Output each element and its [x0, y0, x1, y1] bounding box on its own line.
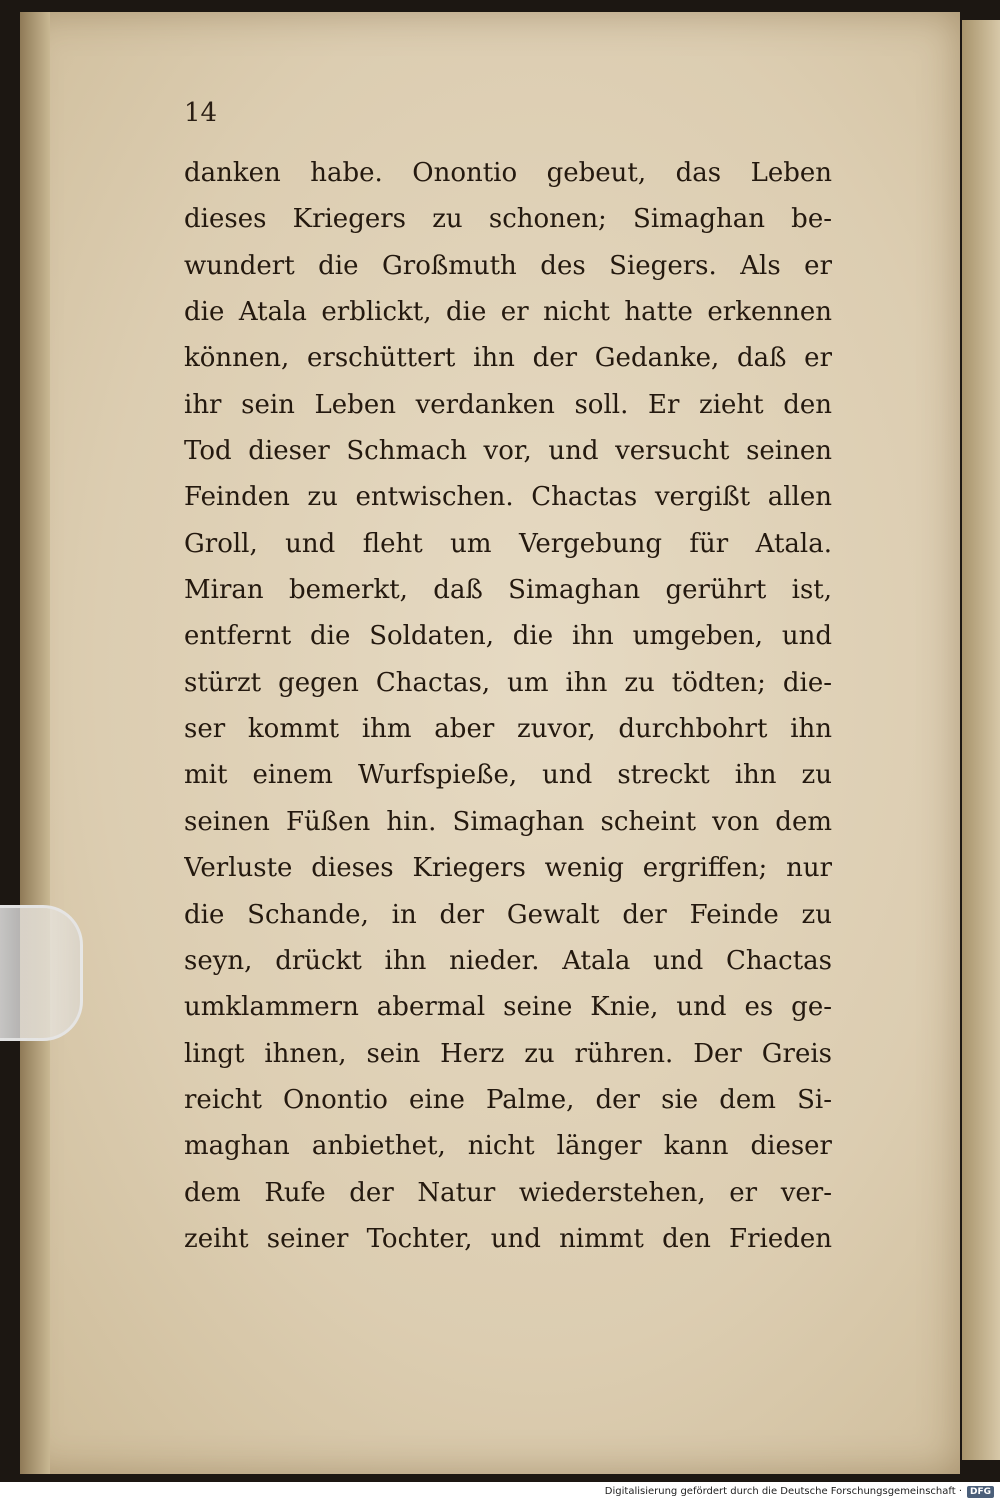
text-line: mit einem Wurfspieße, und streckt ihn zu	[184, 760, 832, 791]
dfg-logo: DFG	[967, 1486, 994, 1498]
facing-page-edge	[962, 20, 1000, 1460]
text-line: stürzt gegen Chactas, um ihn zu tödten; die-	[184, 667, 832, 698]
page-gutter	[20, 12, 50, 1474]
text-line: Tod dieser Schmach vor, und versucht seinen	[184, 436, 832, 467]
text-line: seinen Füßen hin. Simaghan scheint von dem	[184, 806, 832, 837]
text-line: zeiht seiner Tochter, und nimmt den Frieden	[184, 1223, 832, 1254]
text-line: wundert die Großmuth des Siegers. Als er	[184, 250, 832, 281]
text-line: Groll, und fleht um Vergebung für Atala.	[184, 528, 832, 559]
text-line: Feinden zu entwischen. Chactas vergißt allen	[184, 482, 832, 513]
text-line: Verluste dieses Kriegers wenig ergriffen; nur	[184, 853, 832, 884]
text-line: lingt ihnen, sein Herz zu rühren. Der Greis	[184, 1038, 832, 1069]
page-number: 14	[184, 98, 218, 128]
text-line: seyn, drückt ihn nieder. Atala und Chactas	[184, 945, 832, 976]
text-line: ihr sein Leben verdanken soll. Er zieht den	[184, 389, 832, 420]
text-line: umklammern abermal seine Knie, und es ge-	[184, 992, 832, 1023]
text-line: maghan anbiethet, nicht länger kann dieser	[184, 1131, 832, 1162]
text-line: ser kommt ihm aber zuvor, durchbohrt ihn	[184, 714, 832, 745]
footer-bar	[0, 1482, 1000, 1503]
body-text	[184, 150, 832, 1262]
text-line: die Schande, in der Gewalt der Feinde zu	[184, 899, 832, 930]
footer-credit: Digitalisierung gefördert durch die Deutsche Forschungsgemeinschaft ·	[604, 1486, 962, 1497]
text-line: dieses Kriegers zu schonen; Simaghan be-	[184, 204, 832, 235]
text-line: können, erschüttert ihn der Gedanke, daß er	[184, 343, 832, 374]
text-line: dem Rufe der Natur wiederstehen, er ver-	[184, 1177, 832, 1208]
text-line: entfernt die Soldaten, die ihn umgeben, und	[184, 621, 832, 652]
text-line: Miran bemerkt, daß Simaghan gerührt ist,	[184, 575, 832, 606]
page-clip	[0, 905, 83, 1041]
text-line: danken habe. Onontio gebeut, das Leben	[184, 158, 832, 188]
text-line: die Atala erblickt, die er nicht hatte erkennen	[184, 297, 832, 328]
text-line: reicht Onontio eine Palme, der sie dem Si-	[184, 1084, 832, 1115]
